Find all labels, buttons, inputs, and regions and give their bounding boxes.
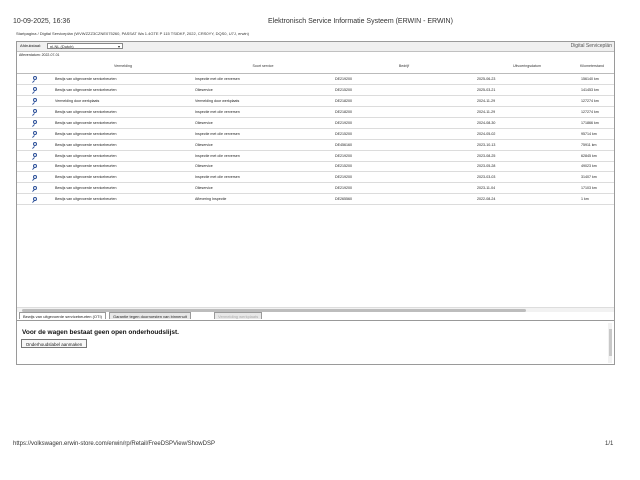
row-view-cell [17, 150, 53, 161]
cell-uitvoeringsdatum: 2024-08-30 [475, 117, 579, 128]
cell-bedrijf: DE265560 [333, 194, 475, 205]
cell-soort-service: Inspectie met olie verversen [193, 128, 333, 139]
magnifier-icon[interactable] [33, 131, 37, 135]
cell-vermelding: Bewijs van uitgevoerde servicebeurten [53, 183, 193, 194]
cell-vermelding: Bewijs van uitgevoerde servicebeurten [53, 194, 193, 205]
cell-bedrijf: DE215200 [333, 161, 475, 172]
cell-kilometerstand: 156140 km [579, 74, 614, 85]
magnifier-icon[interactable] [33, 197, 37, 201]
table-header-row [17, 59, 614, 74]
row-view-cell [17, 172, 53, 183]
cell-kilometerstand: 31407 km [579, 172, 614, 183]
digital-serviceplan-frame [16, 41, 615, 365]
cell-soort-service: Olieservice [193, 161, 333, 172]
cell-uitvoeringsdatum: 2024-11-29 [475, 106, 579, 117]
cell-bedrijf: DE219200 [333, 183, 475, 194]
cell-kilometerstand: 17103 km [579, 183, 614, 194]
table-row[interactable] [17, 106, 614, 117]
cell-kilometerstand: 62845 km [579, 150, 614, 161]
cell-kilometerstand: 171866 km [579, 117, 614, 128]
cell-soort-service: Inspectie met olie verversen [193, 74, 333, 85]
cell-soort-service: Inspectie met olie verversen [193, 172, 333, 183]
service-table-container [17, 59, 614, 212]
magnifier-icon[interactable] [33, 153, 37, 157]
cell-uitvoeringsdatum: 2025-06-23 [475, 74, 579, 85]
footer-url: https://volkswagen.erwin-store.com/erwin/rp/Retail/FreeDSPView/ShowDSP [13, 441, 215, 447]
table-row[interactable] [17, 117, 614, 128]
cell-uitvoeringsdatum: 2023-11-04 [475, 183, 579, 194]
cell-uitvoeringsdatum: 2023-03-03 [475, 172, 579, 183]
magnifier-icon[interactable] [33, 175, 37, 179]
cell-soort-service: Olieservice [193, 183, 333, 194]
vertical-scrollbar-thumb[interactable] [609, 329, 612, 356]
cell-bedrijf: DE219200 [333, 172, 475, 183]
cell-bedrijf: DE218200 [333, 106, 475, 117]
cell-kilometerstand: 75911 km [579, 139, 614, 150]
column-header-uitvoeringsdatum[interactable]: Uitvoeringsdatum [475, 59, 579, 74]
cell-soort-service: Inspectie met olie verversen [193, 106, 333, 117]
cell-uitvoeringsdatum: 2025-03-21 [475, 84, 579, 95]
delivery-date: Afleverdatum: 2022-07-01 [19, 53, 60, 57]
magnifier-icon[interactable] [33, 98, 37, 102]
column-header-soort-service[interactable]: Soort service [193, 59, 333, 74]
cell-kilometerstand: 127274 km [579, 106, 614, 117]
print-date: 10-09-2025, 16:36 [13, 18, 71, 25]
cell-soort-service: Aflevering Inspectie [193, 194, 333, 205]
tab-garantie-doorroesten[interactable]: Garantie tegen doorroesten van binnenuit [109, 312, 191, 319]
column-header-icon [17, 59, 53, 74]
table-row[interactable] [17, 183, 614, 194]
chevron-down-icon: ▾ [117, 43, 120, 49]
cell-kilometerstand: 1 km [579, 194, 614, 205]
cell-soort-service: Olieservice [193, 84, 333, 95]
row-view-cell [17, 139, 53, 150]
breadcrumb[interactable]: Startpagina / Digital Serviceplán (WVWZZZ3CZNE075260, PASSAT Wa 1.4GTE P 115 TSIDKF, 2022, CRS0YY, DQS0, U7J, erwin) [16, 31, 249, 36]
cell-soort-service: Vermelding door werkplaats [193, 95, 333, 106]
cell-vermelding: Bewijs van uitgevoerde servicebeurten [53, 161, 193, 172]
row-view-cell [17, 84, 53, 95]
column-header-vermelding[interactable]: Vermelding [53, 59, 193, 74]
cell-bedrijf: DE219200 [333, 117, 475, 128]
magnifier-icon[interactable] [33, 164, 37, 168]
language-select[interactable] [47, 43, 123, 49]
magnifier-icon[interactable] [33, 76, 37, 80]
create-maintenance-label-button[interactable]: Onderhoudslabel aanmaken [21, 339, 87, 348]
cell-kilometerstand: 95714 km [579, 128, 614, 139]
cell-vermelding: Bewijs van uitgevoerde servicebeurten [53, 139, 193, 150]
cell-bedrijf: DE219200 [333, 150, 475, 161]
table-row[interactable] [17, 128, 614, 139]
cell-vermelding: Vermelding door werkplaats [53, 95, 193, 106]
cell-bedrijf: DE456160 [333, 139, 475, 150]
cell-vermelding: Bewijs van uitgevoerde servicebeurten [53, 117, 193, 128]
table-row[interactable] [17, 150, 614, 161]
magnifier-icon[interactable] [33, 109, 37, 113]
cell-uitvoeringsdatum: 2023-08-25 [475, 150, 579, 161]
page-title: Elektronisch Service Informatie Systeem (ERWIN - ERWIN) [268, 18, 453, 25]
table-row[interactable] [17, 161, 614, 172]
language-select-value: nl-NL (Dutch) [50, 43, 74, 49]
cell-vermelding: Bewijs van uitgevoerde servicebeurten [53, 172, 193, 183]
cell-bedrijf: DE215200 [333, 84, 475, 95]
row-view-cell [17, 74, 53, 85]
maintenance-list-message: Voor de wagen bestaat geen open onderhoudslijst. [22, 329, 179, 336]
row-view-cell [17, 183, 53, 194]
magnifier-icon[interactable] [33, 142, 37, 146]
cell-kilometerstand: 49023 km [579, 161, 614, 172]
cell-kilometerstand: 141453 km [579, 84, 614, 95]
magnifier-icon[interactable] [33, 120, 37, 124]
cell-bedrijf: DE219200 [333, 74, 475, 85]
cell-soort-service: Olieservice [193, 139, 333, 150]
cell-bedrijf: DE218200 [333, 95, 475, 106]
row-view-cell [17, 117, 53, 128]
row-view-cell [17, 95, 53, 106]
table-row[interactable] [17, 194, 614, 205]
cell-soort-service: Olieservice [193, 117, 333, 128]
row-view-cell [17, 161, 53, 172]
cell-bedrijf: DE215200 [333, 128, 475, 139]
table-row[interactable] [17, 74, 614, 85]
language-label: Afdrukstaal: [20, 43, 42, 48]
column-header-kilometerstand[interactable]: Kilometerstand [579, 59, 614, 74]
cell-uitvoeringsdatum: 2024-05-02 [475, 128, 579, 139]
cell-vermelding: Bewijs van uitgevoerde servicebeurten [53, 74, 193, 85]
cell-kilometerstand: 127274 km [579, 95, 614, 106]
tab-bewijs-servicebeurten[interactable]: Bewijs van uitgevoerde servicebeurten (OTI) [19, 312, 106, 319]
vertical-scrollbar[interactable] [608, 323, 612, 363]
cell-vermelding: Bewijs van uitgevoerde servicebeurten [53, 84, 193, 95]
cell-soort-service: Inspectie met olie verversen [193, 150, 333, 161]
row-view-cell [17, 106, 53, 117]
tab-bar [17, 312, 614, 321]
service-table [17, 59, 614, 205]
table-row[interactable] [17, 139, 614, 150]
cell-vermelding: Bewijs van uitgevoerde servicebeurten [53, 106, 193, 117]
table-row[interactable] [17, 95, 614, 106]
cell-vermelding: Bewijs van uitgevoerde servicebeurten [53, 128, 193, 139]
cell-uitvoeringsdatum: 2024-11-29 [475, 95, 579, 106]
cell-uitvoeringsdatum: 2022-08-24 [475, 194, 579, 205]
digital-serviceplan-label: Digital Serviceplán [570, 43, 612, 49]
table-row[interactable] [17, 172, 614, 183]
tab-vermelding-werkplaats[interactable]: Vermelding werkplaats [214, 312, 262, 319]
footer-page-number: 1/1 [605, 441, 614, 447]
cell-vermelding: Bewijs van uitgevoerde servicebeurten [53, 150, 193, 161]
magnifier-icon[interactable] [33, 87, 37, 91]
column-header-bedrijf[interactable]: Bedrijf [333, 59, 475, 74]
magnifier-icon[interactable] [33, 186, 37, 190]
cell-uitvoeringsdatum: 2023-05-28 [475, 161, 579, 172]
row-view-cell [17, 194, 53, 205]
table-row[interactable] [17, 84, 614, 95]
cell-uitvoeringsdatum: 2023-10-13 [475, 139, 579, 150]
toolbar [17, 42, 614, 52]
row-view-cell [17, 128, 53, 139]
